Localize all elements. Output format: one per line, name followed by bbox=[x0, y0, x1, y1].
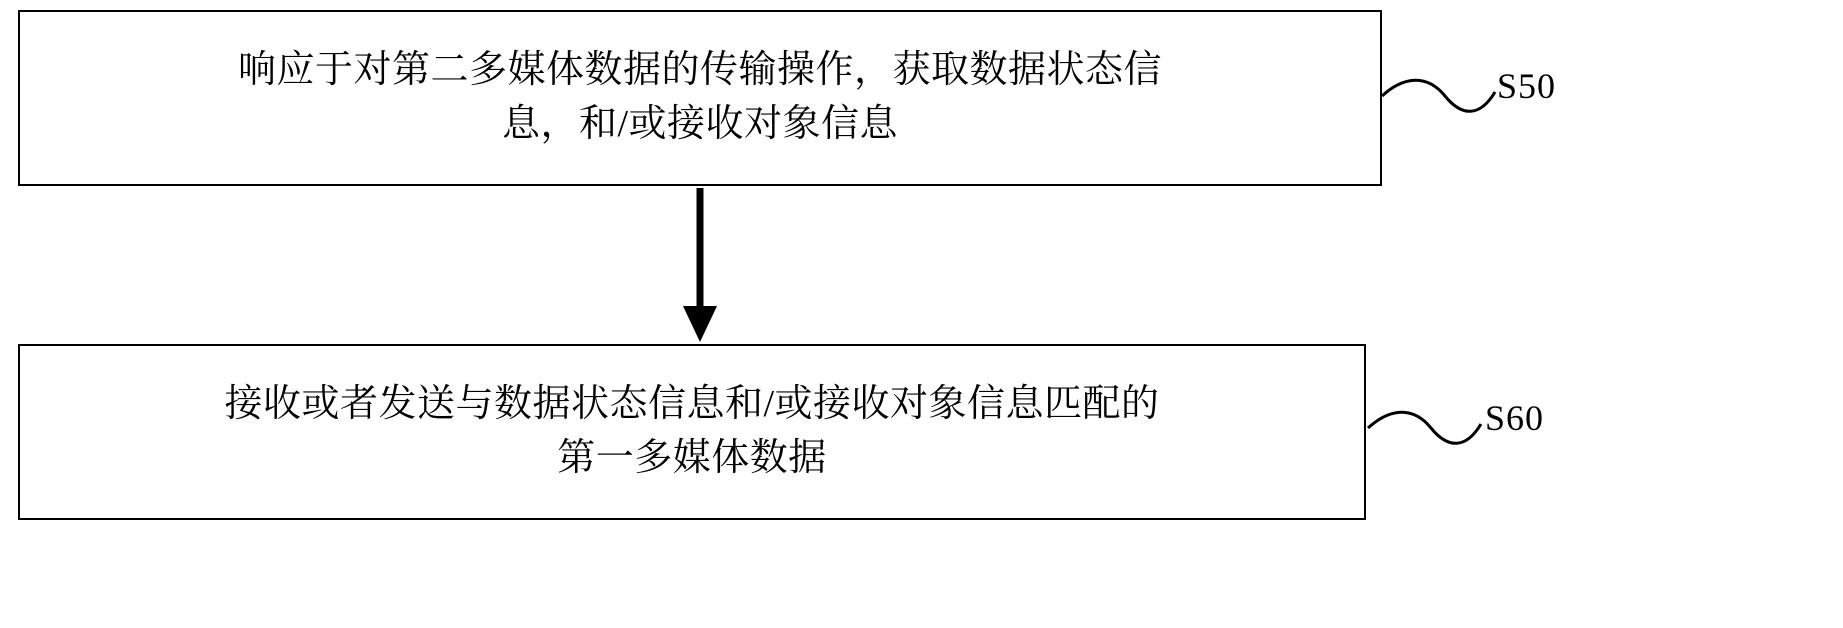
step-label-s60: S60 bbox=[1485, 398, 1545, 438]
flow-node-s60-text: 接收或者发送与数据状态信息和/或接收对象信息匹配的 第一多媒体数据 bbox=[224, 383, 1160, 479]
flow-node-s50-text: 响应于对第二多媒体数据的传输操作，获取数据状态信 息，和/或接收对象信息 bbox=[237, 49, 1162, 145]
flow-node-s60 bbox=[18, 344, 1366, 520]
leader-line-s50 bbox=[1382, 80, 1495, 111]
arrow-s50-to-s60 bbox=[683, 188, 717, 342]
step-label-s50: S50 bbox=[1497, 66, 1557, 106]
leader-line-s60 bbox=[1368, 412, 1481, 443]
flow-node-s50 bbox=[18, 10, 1382, 186]
